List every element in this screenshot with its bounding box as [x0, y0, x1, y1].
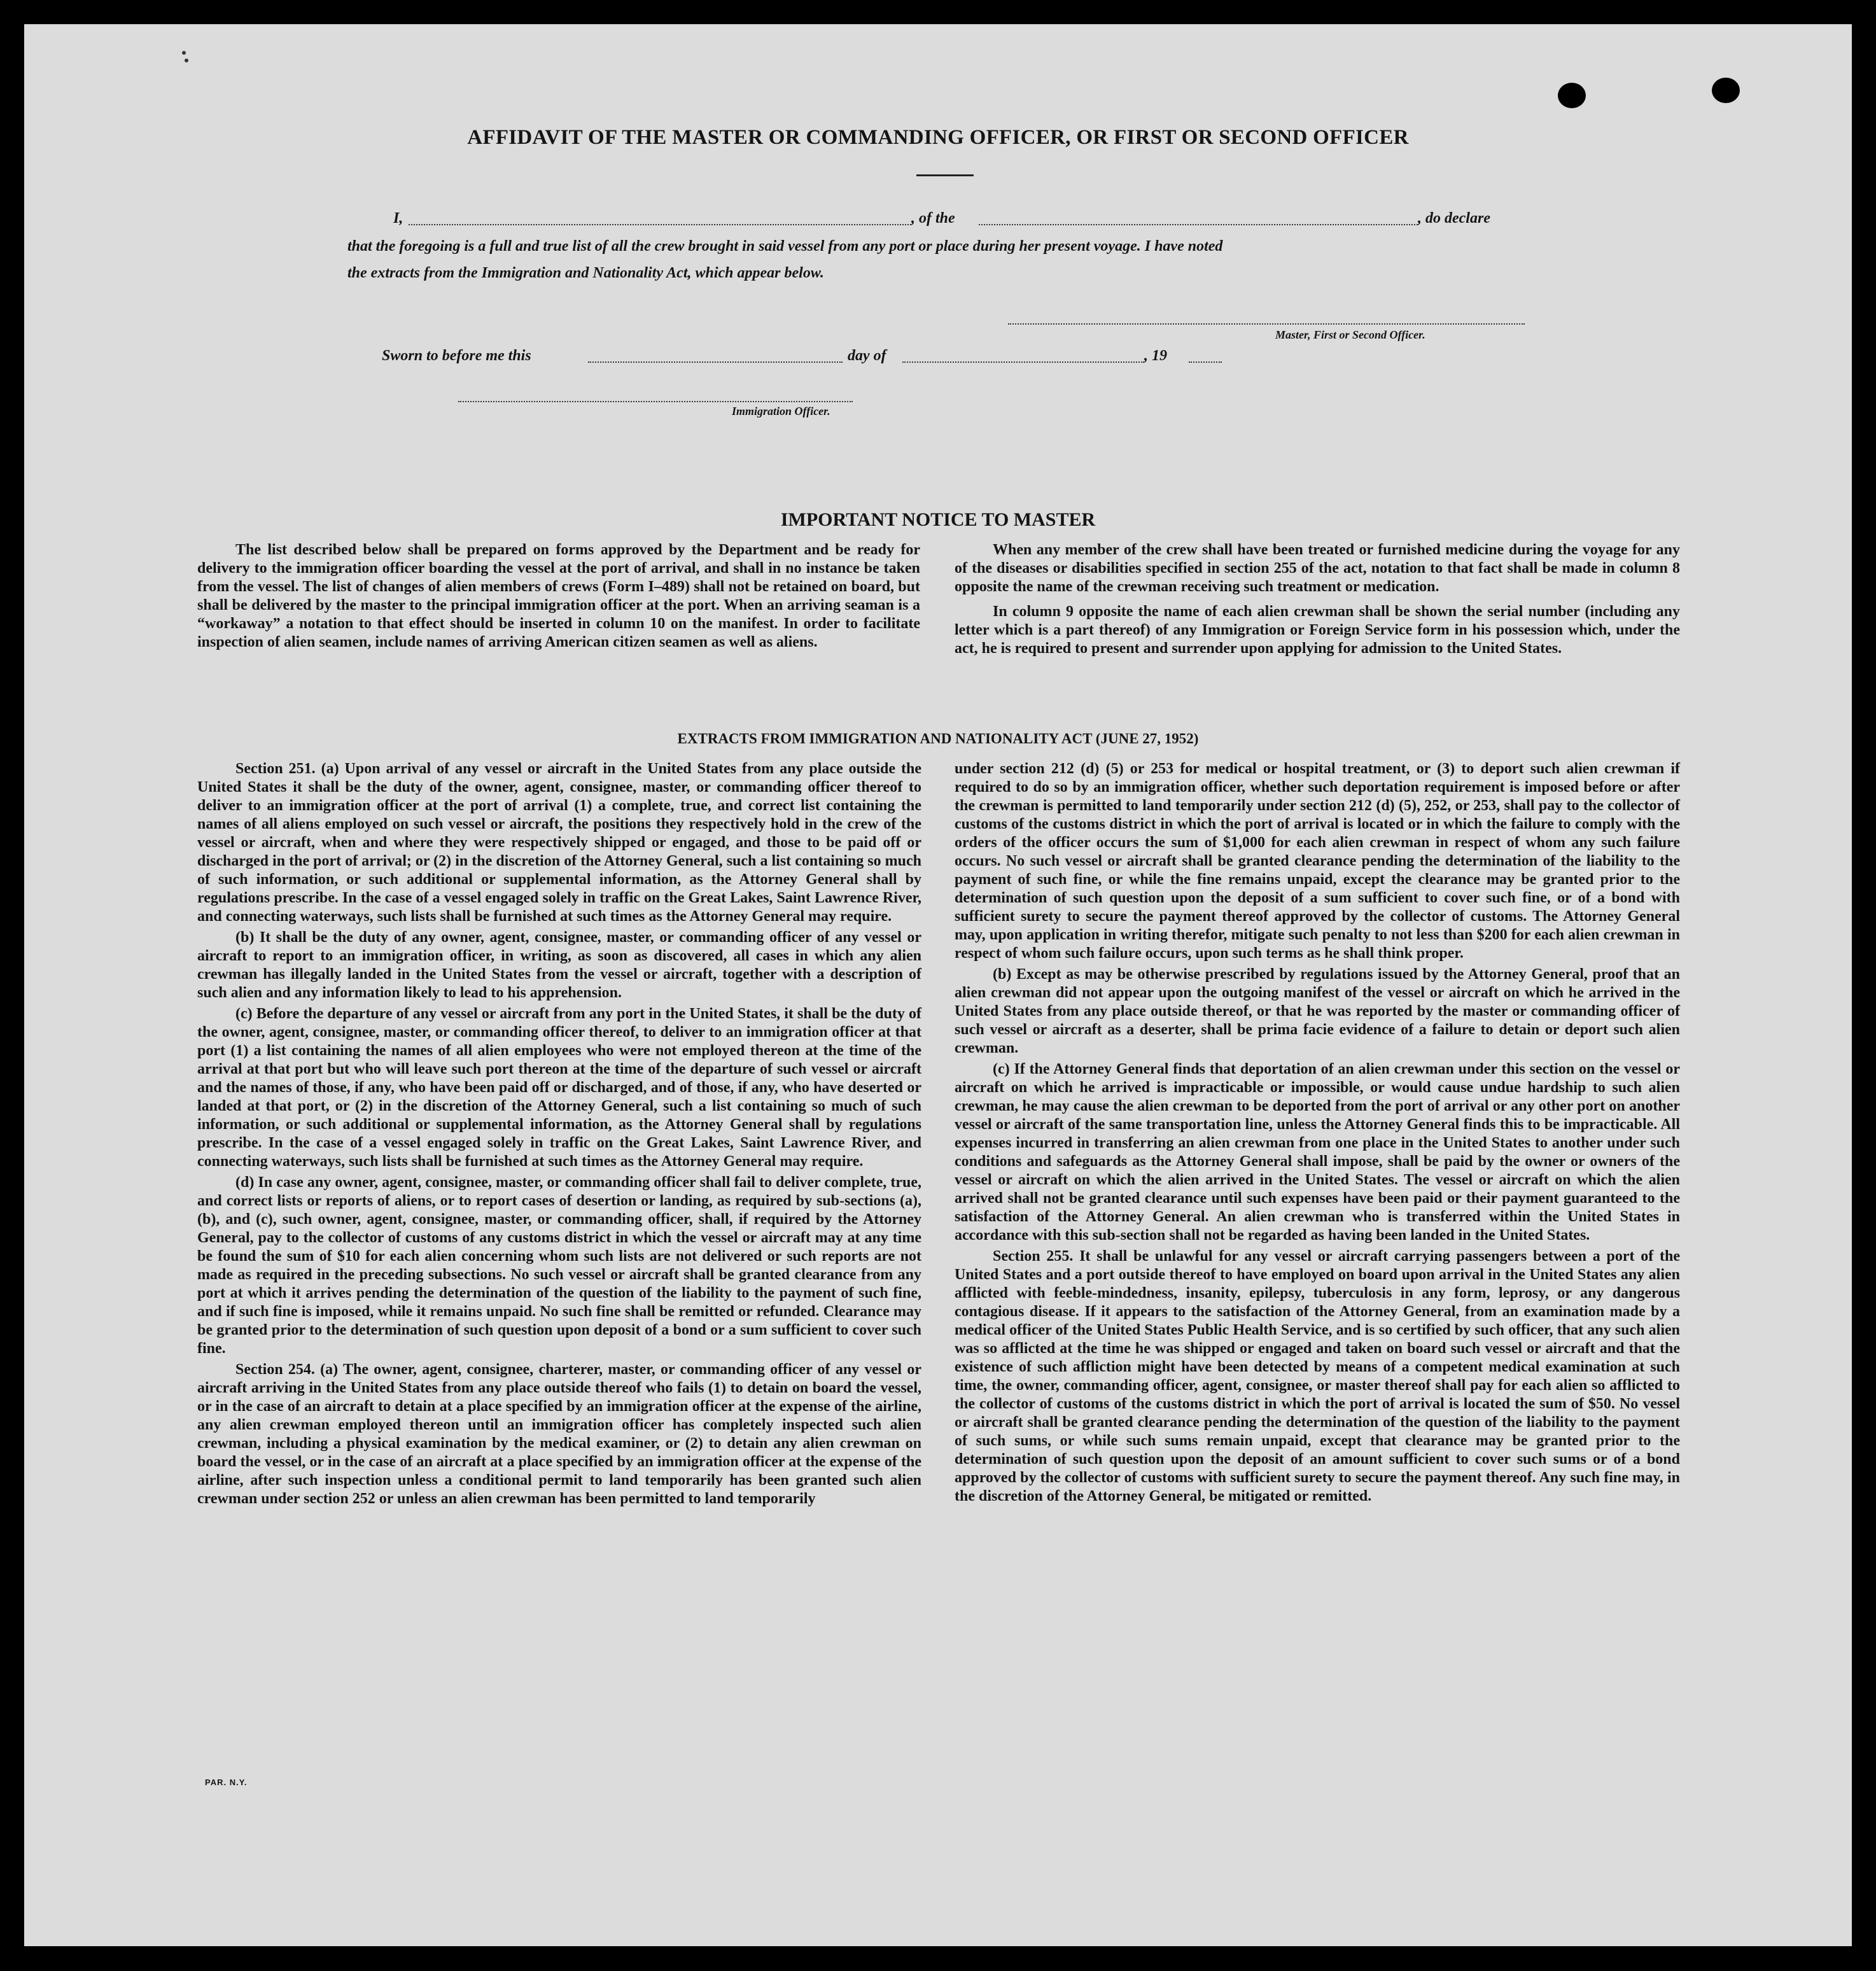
scan-speck [182, 51, 186, 55]
affidavit-statement-line2: the extracts from the Immigration and Nationality Act, which appear below. [347, 265, 824, 281]
year-label: , 19 [1144, 347, 1167, 364]
section-251-a: Section 251. (a) Upon arrival of any vessel or aircraft in the United States from any place outside the United States it shall be the duty of the owner, agent, consignee, master, or commanding officer thereof to deliver to an immigration officer at the port of arrival (1) a complete, true, and correct list containing the names of all aliens employed on such vessel or aircraft, the positions they respectively hold in the crew of the vessel or aircraft, when and where they were respectively shipped or engaged, and those to be paid off or discharged in the port of arrival; or (2) in the discretion of the Attorney General, such a list containing so much of such information, or such additional or supplemental information, as the Attorney General shall by regulations prescribe. In the case of a vessel engaged solely in traffic on the Great Lakes, Saint Lawrence River, and connecting waterways, such lists shall be furnished at such times as the Attorney General may require. [197, 761, 921, 925]
section-251-b: (b) It shall be the duty of any owner, agent, consignee, master, or commanding officer of any vessel or aircraft to report to an immigration officer, in writing, as soon as discovered, all cases in which any alien crewman has illegally landed in the United States from the vessel or aircraft, together with a description of such alien and any information likely to lead to his apprehension. [197, 929, 921, 1001]
notice-right-column [955, 541, 1680, 661]
day-of-label: day of [848, 347, 886, 364]
section-251-d: (d) In case any owner, agent, consignee, master, or commanding officer shall fail to deliver complete, true, and correct lists or reports of aliens, or to report cases of desertion or landing, as required by sub-sections (a), (b), and (c), such owner, agent, consignee, master, or commanding officer, shall, if required by the Attorney General, pay to the collector of customs of any customs district in which the vessel or aircraft may at any time be found the sum of $10 for each alien concerning whom such lists are not delivered or such reports are not made as required in the preceding subsections. No such vessel or aircraft shall be granted clearance from any port at which it arrives pending the determination of the question of the liability to the payment of such fine, and if such fine is imposed, while it remains unpaid. No such fine shall be remitted or refunded. Clearance may be granted prior to the determination of such question upon deposit of a bond or a sum sufficient to cover such fine. [197, 1174, 921, 1357]
immigration-officer-label: Immigration Officer. [732, 405, 830, 417]
section-254-b: (b) Except as may be otherwise prescribed by regulations issued by the Attorney General, proof that an alien crewman did not appear upon the outgoing manifest of the vessel or aircraft on which he arrived in the United States from any place outside thereof, or that he was reported by the master or commanding officer of such vessel or aircraft as a deserter, shall be prima facie evidence of a failure to detain or deport such alien crewman. [955, 966, 1680, 1056]
immigration-officer-signature-blank[interactable] [458, 401, 853, 402]
master-signature-label: Master, First or Second Officer. [1275, 328, 1425, 341]
printer-mark: PAR. N.Y. [205, 1778, 248, 1787]
sworn-year-blank[interactable] [1189, 361, 1222, 363]
sworn-month-blank[interactable] [902, 361, 1144, 363]
notice-right-paragraph-1: When any member of the crew shall have been treated or furnished medicine during the voyage for any of the diseases or disabilities specified in section 255 of the act, notation to that fact shall be made in column 8 opposite the name of the crewman receiving such treatment or medication. [955, 542, 1680, 595]
affidavit-do-declare-label: , do declare [1418, 210, 1490, 227]
affidavit-statement-line1: that the foregoing is a full and true list of all the crew brought in said vessel from any port or place during her present voyage. I have noted [347, 238, 1223, 255]
vessel-blank[interactable] [979, 224, 1418, 225]
affidavit-title: AFFIDAVIT OF THE MASTER OR COMMANDING OFFICER, OR FIRST OR SECOND OFFICER [467, 126, 1409, 149]
name-blank[interactable] [409, 224, 911, 225]
sworn-label: Sworn to before me this [382, 347, 531, 364]
punch-hole [1558, 83, 1586, 108]
section-254-a-continued: under section 212 (d) (5) or 253 for medical or hospital treatment, or (3) to deport such alien crewman if required to do so by an immigration officer, whether such deportation requirement is imposed before or after the crewman is permitted to land temporarily under section 212 (d) (5), 252, or 253, shall pay to the collector of customs of the customs district in which the port of arrival is located or in which the failure to comply with the orders of the officer occurs the sum of $1,000 for each alien crewman in respect of whom any such failure occurs. No such vessel or aircraft shall be granted clearance pending the determination of the liability to the payment of such fine, or while the fine remains unpaid, except the clearance may be granted prior to the determination of such question upon the deposit of a sum sufficient to cover such fine, or of a bond with sufficient surety to secure the payment thereof approved by the collector of customs. The Attorney General may, upon application in writing therefor, mitigate such penalty to not less than $200 for each alien crewman in respect of whom such failure occurs, upon such terms as he shall think proper. [955, 761, 1680, 962]
notice-title: IMPORTANT NOTICE TO MASTER [780, 509, 1096, 530]
section-251-c: (c) Before the departure of any vessel or aircraft from any port in the United States, it shall be the duty of the owner, agent, consignee, master, or commanding officer thereof, to deliver to an immigration officer at that port (1) a list containing the names of all alien employees who were not employed thereon at the time of the arrival at that port but who will leave such port thereon at the time of the departure of such vessel or aircraft and the names of those, if any, who have been paid off or discharged, and of those, if any, who have deserted or landed at that port, or (2) in the discretion of the Attorney General, such a list containing so much of such information, or such additional or supplemental information, as the Attorney General shall by regulations prescribe. In the case of a vessel engaged solely in traffic on the Great Lakes, Saint Lawrence River, and connecting waterways, such lists shall be furnished at such times as the Attorney General may require. [197, 1006, 921, 1170]
section-254-a: Section 254. (a) The owner, agent, consignee, charterer, master, or commanding officer of any vessel or aircraft arriving in the United States from any place outside thereof who fails (1) to detain on board the vessel, or in the case of an aircraft to detain at a place specified by an immigration officer at the expense of the airline, any alien crewman employed thereon until an immigration officer has completely inspected such alien crewman, including a physical examination by the medical examiner, or (2) to detain any alien crewman on board the vessel, or in the case of an aircraft at a place specified by an immigration officer at the expense of the airline, after such inspection unless a conditional permit to land temporarily has been granted such alien crewman under section 252 or unless an alien crewman has been permitted to land temporarily [197, 1361, 921, 1507]
extracts-left-column [197, 760, 921, 1511]
document-page [24, 24, 1852, 1946]
sworn-day-blank[interactable] [588, 361, 843, 363]
extracts-title: EXTRACTS FROM IMMIGRATION AND NATIONALITY ACT (JUNE 27, 1952) [677, 731, 1199, 747]
affidavit-i-label: I, [393, 210, 403, 227]
scan-speck [185, 59, 188, 62]
notice-left-column [197, 541, 920, 654]
extracts-right-column [955, 760, 1680, 1508]
notice-right-paragraph-2: In column 9 opposite the name of each alien crewman shall be shown the serial number (including any letter which is a part thereof) of any Immigration or Foreign Service form in his possession which, under the act, he is required to present and surrender upon applying for admission to the United States. [955, 603, 1680, 657]
section-254-c: (c) If the Attorney General finds that deportation of an alien crewman under this section on the vessel or aircraft on which he arrived is impracticable or impossible, or would cause undue hardship to such alien crewman, he may cause the alien crewman to be deported from the port of arrival or any other port on another vessel or aircraft of the same transportation line, unless the Attorney General finds this to be impracticable. All expenses incurred in transferring an alien crewman from one place in the United States to another under such conditions and safeguards as the Attorney General shall impose, shall be paid by the owner or owners of the vessel or aircraft on which the alien arrived in the United States. The vessel or aircraft on which the alien arrived shall not be granted clearance until such expenses have been paid or their payment guaranteed to the satisfaction of the Attorney General. An alien crewman who is transferred within the United States in accordance with this sub-section shall not be regarded as having been landed in the United States. [955, 1061, 1680, 1244]
notice-left-paragraph: The list described below shall be prepared on forms approved by the Department and be ready for delivery to the immigration officer boarding the vessel at the port of arrival, and shall in no instance be taken from the vessel. The list of changes of alien members of crews (Form I–489) shall not be retained on board, but shall be delivered by the master to the principal immigration officer at the port. When an arriving seaman is a “workaway” a notation to that effect should be inserted in column 10 on the manifest. In order to facilitate inspection of alien seamen, include names of arriving American citizen seamen as well as aliens. [197, 542, 920, 650]
master-signature-blank[interactable] [1008, 323, 1525, 325]
section-255: Section 255. It shall be unlawful for any vessel or aircraft carrying passengers between a port of the United States and a port outside thereof to have employed on board upon arrival in the United States any alien afflicted with feeble-mindedness, insanity, epilepsy, tuberculosis in any form, leprosy, or any dangerous contagious disease. If it appears to the satisfaction of the Attorney General, from an examination made by a medical officer of the United States Public Health Service, and is so certified by such officer, that any such alien was so afflicted at the time he was shipped or engaged and taken on board such vessel or aircraft and that the existence of such affliction might have been detected by means of a competent medical examination at such time, the owner, commanding officer, agent, consignee, or master thereof shall pay for each alien so afflicted to the collector of customs of the customs district in which the port of arrival is located the sum of $50. No vessel or aircraft shall be granted clearance pending the determination of the question of the liability to the payment of such sums, or while such sums remain unpaid, except that clearance may be granted prior to the determination of such question upon the deposit of an amount sufficient to cover such sums or of a bond approved by the collector of customs with sufficient surety to secure the payment thereof. Any such fine may, in the discretion of the Attorney General, be mitigated or remitted. [955, 1248, 1680, 1505]
title-rule [916, 174, 974, 176]
affidavit-of-the-label: , of the [911, 210, 955, 227]
punch-hole [1712, 78, 1740, 103]
